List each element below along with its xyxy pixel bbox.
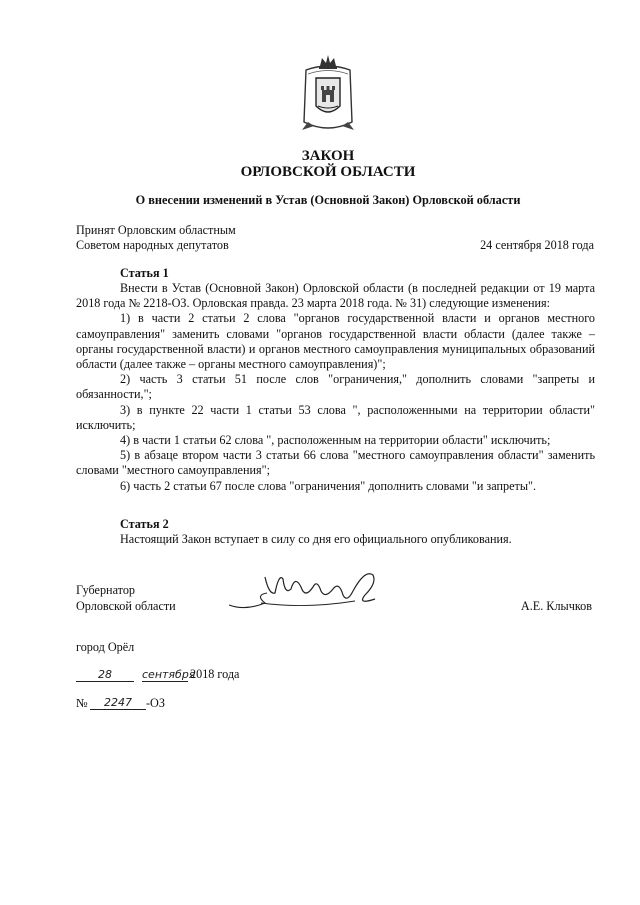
- handwritten-signature: [225, 565, 385, 615]
- article-1-item-1: 1) в части 2 статьи 2 слова "органов государственной власти и органов местного самоуправления" заменить словами "органов государственной власти области (далее также – органы государственной власти) и органов местного самоуправления муниципальных образований области (далее также – органы местного самоуправления)";: [76, 311, 595, 372]
- law-number-suffix: -ОЗ: [146, 696, 165, 710]
- article-2-text: Настоящий Закон вступает в силу со дня его официального опубликования.: [120, 532, 512, 546]
- adoption-line-2: Советом народных депутатов: [76, 238, 229, 252]
- document-title: ЗАКОН: [301, 148, 355, 164]
- signing-year: 2018 года: [190, 667, 240, 681]
- coat-of-arms-orel-icon: [298, 52, 358, 136]
- article-1-intro: Внести в Устав (Основной Закон) Орловской области (в последней редакции от 19 марта 2018 года № 2218-ОЗ. Орловская правда. 23 марта 2018 года. № 31) следующие изменения:: [76, 281, 595, 311]
- signing-day: 28: [76, 668, 134, 682]
- article-1-body: [76, 281, 595, 494]
- signing-month: сентября: [142, 668, 196, 681]
- adoption-date: 24 сентября 2018 года: [480, 238, 594, 252]
- article-1-heading: Статья 1: [120, 266, 169, 280]
- governor-name: А.Е. Клычков: [520, 599, 592, 613]
- adoption-line-1: Принят Орловским областным: [76, 223, 236, 237]
- document-title-region: ОРЛОВСКОЙ ОБЛАСТИ: [240, 164, 416, 180]
- governor-title: Губернатор: [76, 583, 136, 597]
- article-1-item-2: 2) часть 3 статьи 51 после слов "ограничения," дополнить словами "запреты и обязанности,";: [76, 372, 595, 402]
- article-1-item-4: 4) в части 1 статьи 62 слова ", расположенным на территории области" исключить;: [120, 433, 551, 448]
- law-number-label: №: [76, 696, 88, 710]
- city: город Орёл: [76, 640, 135, 654]
- governor-region: Орловской области: [76, 599, 176, 613]
- article-1-item-5: 5) в абзаце втором части 3 статьи 66 слова "местного самоуправления области" заменить словами "местного самоуправления";: [76, 448, 595, 478]
- article-1-item-6: 6) часть 2 статьи 67 после слова "ограничения" дополнить словами "и запреты".: [120, 478, 537, 493]
- law-number: 2247: [90, 696, 146, 710]
- article-2-heading: Статья 2: [120, 517, 169, 531]
- article-1-item-3: 3) в пункте 22 части 1 статьи 53 слова ", расположенными на территории области" исключить;: [76, 402, 595, 432]
- document-subtitle: О внесении изменений в Устав (Основной Закон) Орловской области: [135, 193, 521, 207]
- article-2-body: [76, 532, 595, 547]
